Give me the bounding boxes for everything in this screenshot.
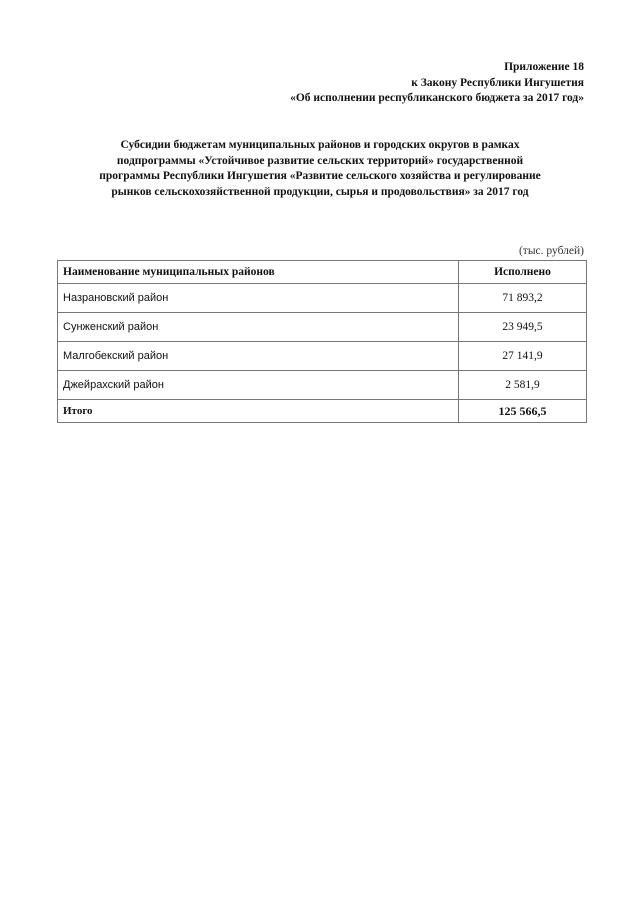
units-label: (тыс. рублей) — [518, 245, 584, 257]
district-value: 2 581,9 — [459, 371, 587, 400]
table-row — [58, 313, 587, 342]
table-header-row — [58, 261, 587, 284]
appendix-law-title: «Об исполнении республиканского бюджета за 2017 год» — [290, 92, 584, 104]
title-line-2: подпрограммы «Устойчивое развитие сельских территорий» государственной — [116, 154, 524, 167]
district-value: 23 949,5 — [459, 313, 587, 342]
title-line-4: рынков сельскохозяйственной продукции, сырья и продовольствия» за 2017 год — [111, 185, 529, 198]
district-value: 71 893,2 — [459, 284, 587, 313]
document-title — [70, 138, 570, 200]
subsidies-table — [57, 260, 587, 423]
total-value: 125 566,5 — [459, 400, 587, 423]
district-name: Джейрахский район — [58, 371, 459, 400]
title-line-1: Субсидии бюджетам муниципальных районов и городских округов в рамках — [120, 139, 520, 151]
total-label: Итого — [58, 400, 459, 423]
total-row — [58, 400, 587, 423]
table-row — [58, 284, 587, 313]
appendix-number: Приложение 18 — [504, 61, 584, 73]
title-line-3: программы Республики Ингушетия «Развитие сельского хозяйства и регулирование — [99, 170, 541, 182]
table-row — [58, 342, 587, 371]
table-row — [58, 371, 587, 400]
district-name: Сунженский район — [58, 313, 459, 342]
column-header-value: Исполнено — [459, 261, 587, 284]
column-header-name: Наименование муниципальных районов — [58, 261, 459, 284]
appendix-law: к Закону Республики Ингушетия — [411, 76, 584, 89]
appendix-header — [290, 60, 584, 107]
district-name: Малгобекский район — [58, 342, 459, 371]
district-name: Назрановский район — [58, 284, 459, 313]
district-value: 27 141,9 — [459, 342, 587, 371]
